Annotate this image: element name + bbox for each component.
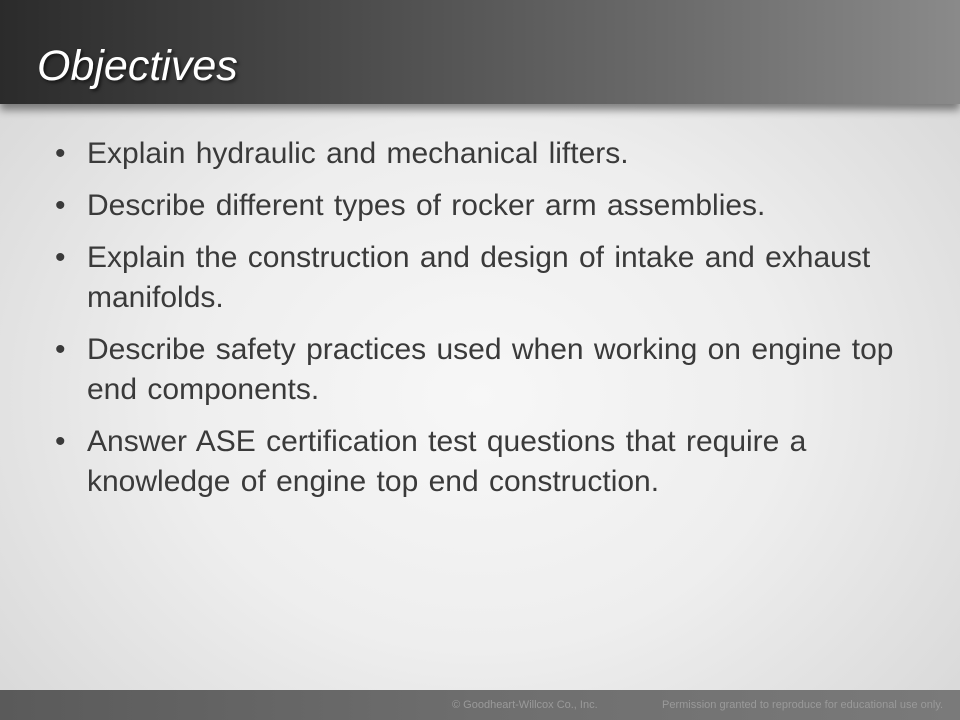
title-bar — [0, 0, 960, 104]
bullet-icon: • — [55, 189, 66, 222]
bullet-icon: • — [55, 241, 66, 274]
bullet-text: Explain hydraulic and mechanical lifters. — [87, 137, 629, 170]
bullet-text: Explain the construction and design of intake and exhaust manifolds. — [87, 241, 871, 314]
bullet-item — [55, 238, 925, 318]
bullet-item — [55, 330, 925, 410]
bullet-icon: • — [55, 425, 66, 458]
bullet-text: Describe different types of rocker arm assemblies. — [87, 189, 766, 222]
bullet-icon: • — [55, 137, 66, 170]
footer-permission: Permission granted to reproduce for educational use only. — [662, 699, 944, 711]
footer-copyright: © Goodheart-Willcox Co., Inc. — [452, 699, 598, 711]
footer-bar — [0, 690, 960, 720]
bullet-text: Answer ASE certification test questions that require a knowledge of engine top end construction. — [87, 425, 807, 498]
bullet-text: Describe safety practices used when working on engine top end components. — [87, 333, 894, 406]
bullet-item — [55, 422, 925, 502]
bullet-icon: • — [55, 333, 66, 366]
bullet-item — [55, 186, 925, 226]
slide-title: Objectives — [37, 42, 238, 90]
objectives-list — [55, 134, 925, 514]
bullet-item — [55, 134, 925, 174]
